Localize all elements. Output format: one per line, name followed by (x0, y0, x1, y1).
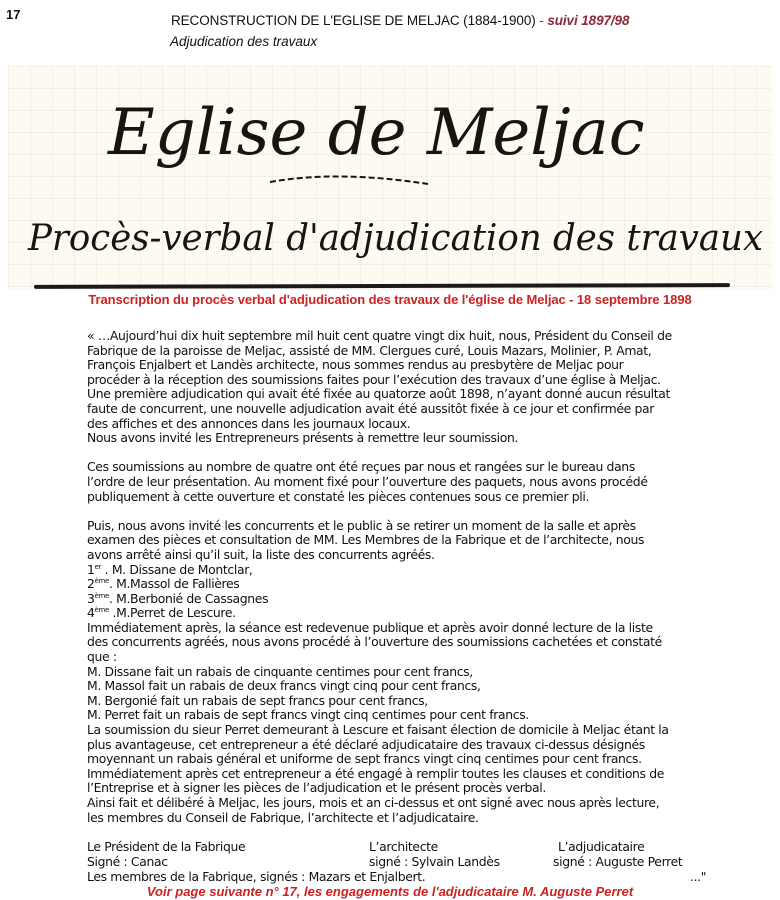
footer-note: Voir page suivante n° 17, les engagements de l'adjudicataire M. Auguste Perret (146, 884, 634, 899)
body-line: plus avantageuse, cet entrepreneur a été déclaré adjudicataire des travaux ci-dessus désignés (87, 736, 645, 752)
competitor-rank-suffix: ème (94, 606, 109, 615)
body-line: M. Massol fait un rabais de deux francs vingt cinq pour cent francs, (87, 678, 481, 694)
body-line: Immédiatement après cet entrepreneur a été engagé à remplir toutes les clauses et conditions de (87, 765, 665, 781)
body-line: Fabrique de la paroisse de Meljac, assisté de MM. Clergues curé, Louis Mazars, Molinier, P. Amat, (87, 342, 652, 358)
body-line: La soumission du sieur Perret demeurant à Lescure et faisant élection de domicile à Meljac étant la (87, 722, 669, 738)
body-line: avons arrêté ainsi qu’il suit, la liste des concurrents agréés. (87, 546, 435, 562)
header-suivi: suivi 1897/98 (547, 13, 630, 28)
competitor-rank: 4 (87, 605, 95, 621)
body-line: l’Entreprise et à signer les pièces de l’adjudication et le présent procès verbal. (87, 780, 546, 796)
body-line: publiquement à cette ouverture et constaté les pièces contenues sous ce premier pli. (87, 488, 590, 504)
competitor-item (87, 592, 707, 607)
body-line: des affiches et des annonces dans les journaux locaux. (87, 415, 411, 431)
competitor-name: . M.Berbonié de Cassagnes (108, 590, 269, 606)
body-line: M. Bergonié fait un rabais de sept francs pour cent francs, (87, 692, 428, 708)
manuscript-line1: Eglise de Meljac (108, 96, 645, 170)
competitor-rank-suffix: ème (94, 577, 109, 586)
body-line: Puis, nous avons invité les concurrents et le public à se retirer un moment de la salle et après (87, 517, 636, 533)
page-number: 17 (6, 7, 21, 22)
competitor-item (87, 577, 707, 592)
president-signature: Signé : Canac (87, 854, 168, 869)
architect-signature: signé : Sylvain Landès (369, 854, 500, 869)
body-line: faute de concurrent, une nouvelle adjudication avait été aussitôt fixée à ce jour et confirmée par (87, 400, 655, 416)
competitor-rank-suffix: er (94, 562, 102, 571)
body-line: M. Perret fait un rabais de sept francs vingt cinq centimes pour cent francs. (87, 707, 529, 723)
members-signature: Les membres de la Fabrique, signés : Mazars et Enjalbert. (87, 869, 426, 884)
header-separator: - (535, 13, 548, 28)
header-title: RECONSTRUCTION DE L'EGLISE DE MELJAC (1884-1900) (171, 13, 536, 28)
manuscript-image (8, 66, 772, 290)
body-line: procéder à la réception des soumissions faites pour l’exécution des travaux d’une église à Meljac. (87, 371, 661, 387)
competitor-rank: 2 (87, 576, 95, 592)
body-line: moyennant un rabais général et uniforme de sept francs vingt cinq centimes pour cent francs. (87, 751, 642, 767)
body-line: l’ordre de leur présentation. Au moment fixé pour l’ouverture des paquets, nous avons procédé (87, 473, 648, 489)
body-line: M. Dissane fait un rabais de cinquante centimes pour cent francs, (87, 663, 473, 679)
header-subtitle: Adjudication des travaux (170, 34, 318, 49)
contractor-signature: signé : Auguste Perret (553, 854, 683, 869)
closing-quote: ..." (690, 869, 707, 884)
body-line: Ainsi fait et délibéré à Meljac, les jours, mois et an ci-dessus et ont signé avec nous après lecture, (87, 795, 660, 810)
competitor-rank-suffix: ème (94, 591, 109, 600)
transcription-body (87, 329, 707, 825)
competitor-rank: 3 (87, 590, 95, 606)
body-line: François Enjalbert et Landès architecte, nous sommes rendus au presbytère de Meljac pour (87, 357, 624, 373)
body-line: Immédiatement après, la séance est redevenue publique et après avoir donné lecture de la liste (87, 619, 653, 635)
transcription-title: Transcription du procès verbal d'adjudication des travaux de l'église de Meljac - 18 septembre 1898 (88, 292, 692, 307)
competitor-name: .M.Perret de Lescure. (108, 605, 236, 621)
contractor-label: L’adjudicataire (558, 839, 645, 854)
body-line: les membres du Conseil de Fabrique, l’architecte et l’adjudicataire. (87, 809, 479, 825)
manuscript-line2: Procès-verbal d'adjudication des travaux (27, 218, 764, 259)
competitor-item (87, 606, 707, 621)
body-line: « …Aujourd’hui dix huit septembre mil huit cent quatre vingt dix huit, nous, Président du Conseil de (87, 328, 672, 343)
architect-label: L’architecte (369, 839, 438, 854)
body-line: Ces soumissions au nombre de quatre ont été reçues par nous et rangées sur le bureau dans (87, 459, 635, 475)
body-line: que : (87, 649, 117, 665)
competitor-rank: 1 (87, 561, 95, 577)
president-label: Le Président de la Fabrique (87, 839, 246, 854)
body-line: examen des pièces et consultation de MM. Les Membres de la Fabrique et de l’architecte, nous (87, 532, 645, 548)
body-line: Nous avons invité les Entrepreneurs présents à remettre leur soumission. (87, 430, 519, 446)
body-line: des concurrents agréés, nous avons procédé à l’ouverture des soumissions cachetées et constaté (87, 634, 662, 650)
manuscript-calligraphy (8, 66, 772, 290)
competitor-name: . M. Dissane de Montclar, (101, 561, 253, 577)
competitor-item (87, 563, 707, 578)
manuscript-flourish (270, 176, 428, 184)
competitor-name: . M.Massol de Fallières (108, 576, 240, 592)
body-line: Une première adjudication qui avait été fixée au quatorze août 1898, n’ayant donné aucun résultat (87, 386, 670, 402)
document-header (171, 13, 629, 28)
